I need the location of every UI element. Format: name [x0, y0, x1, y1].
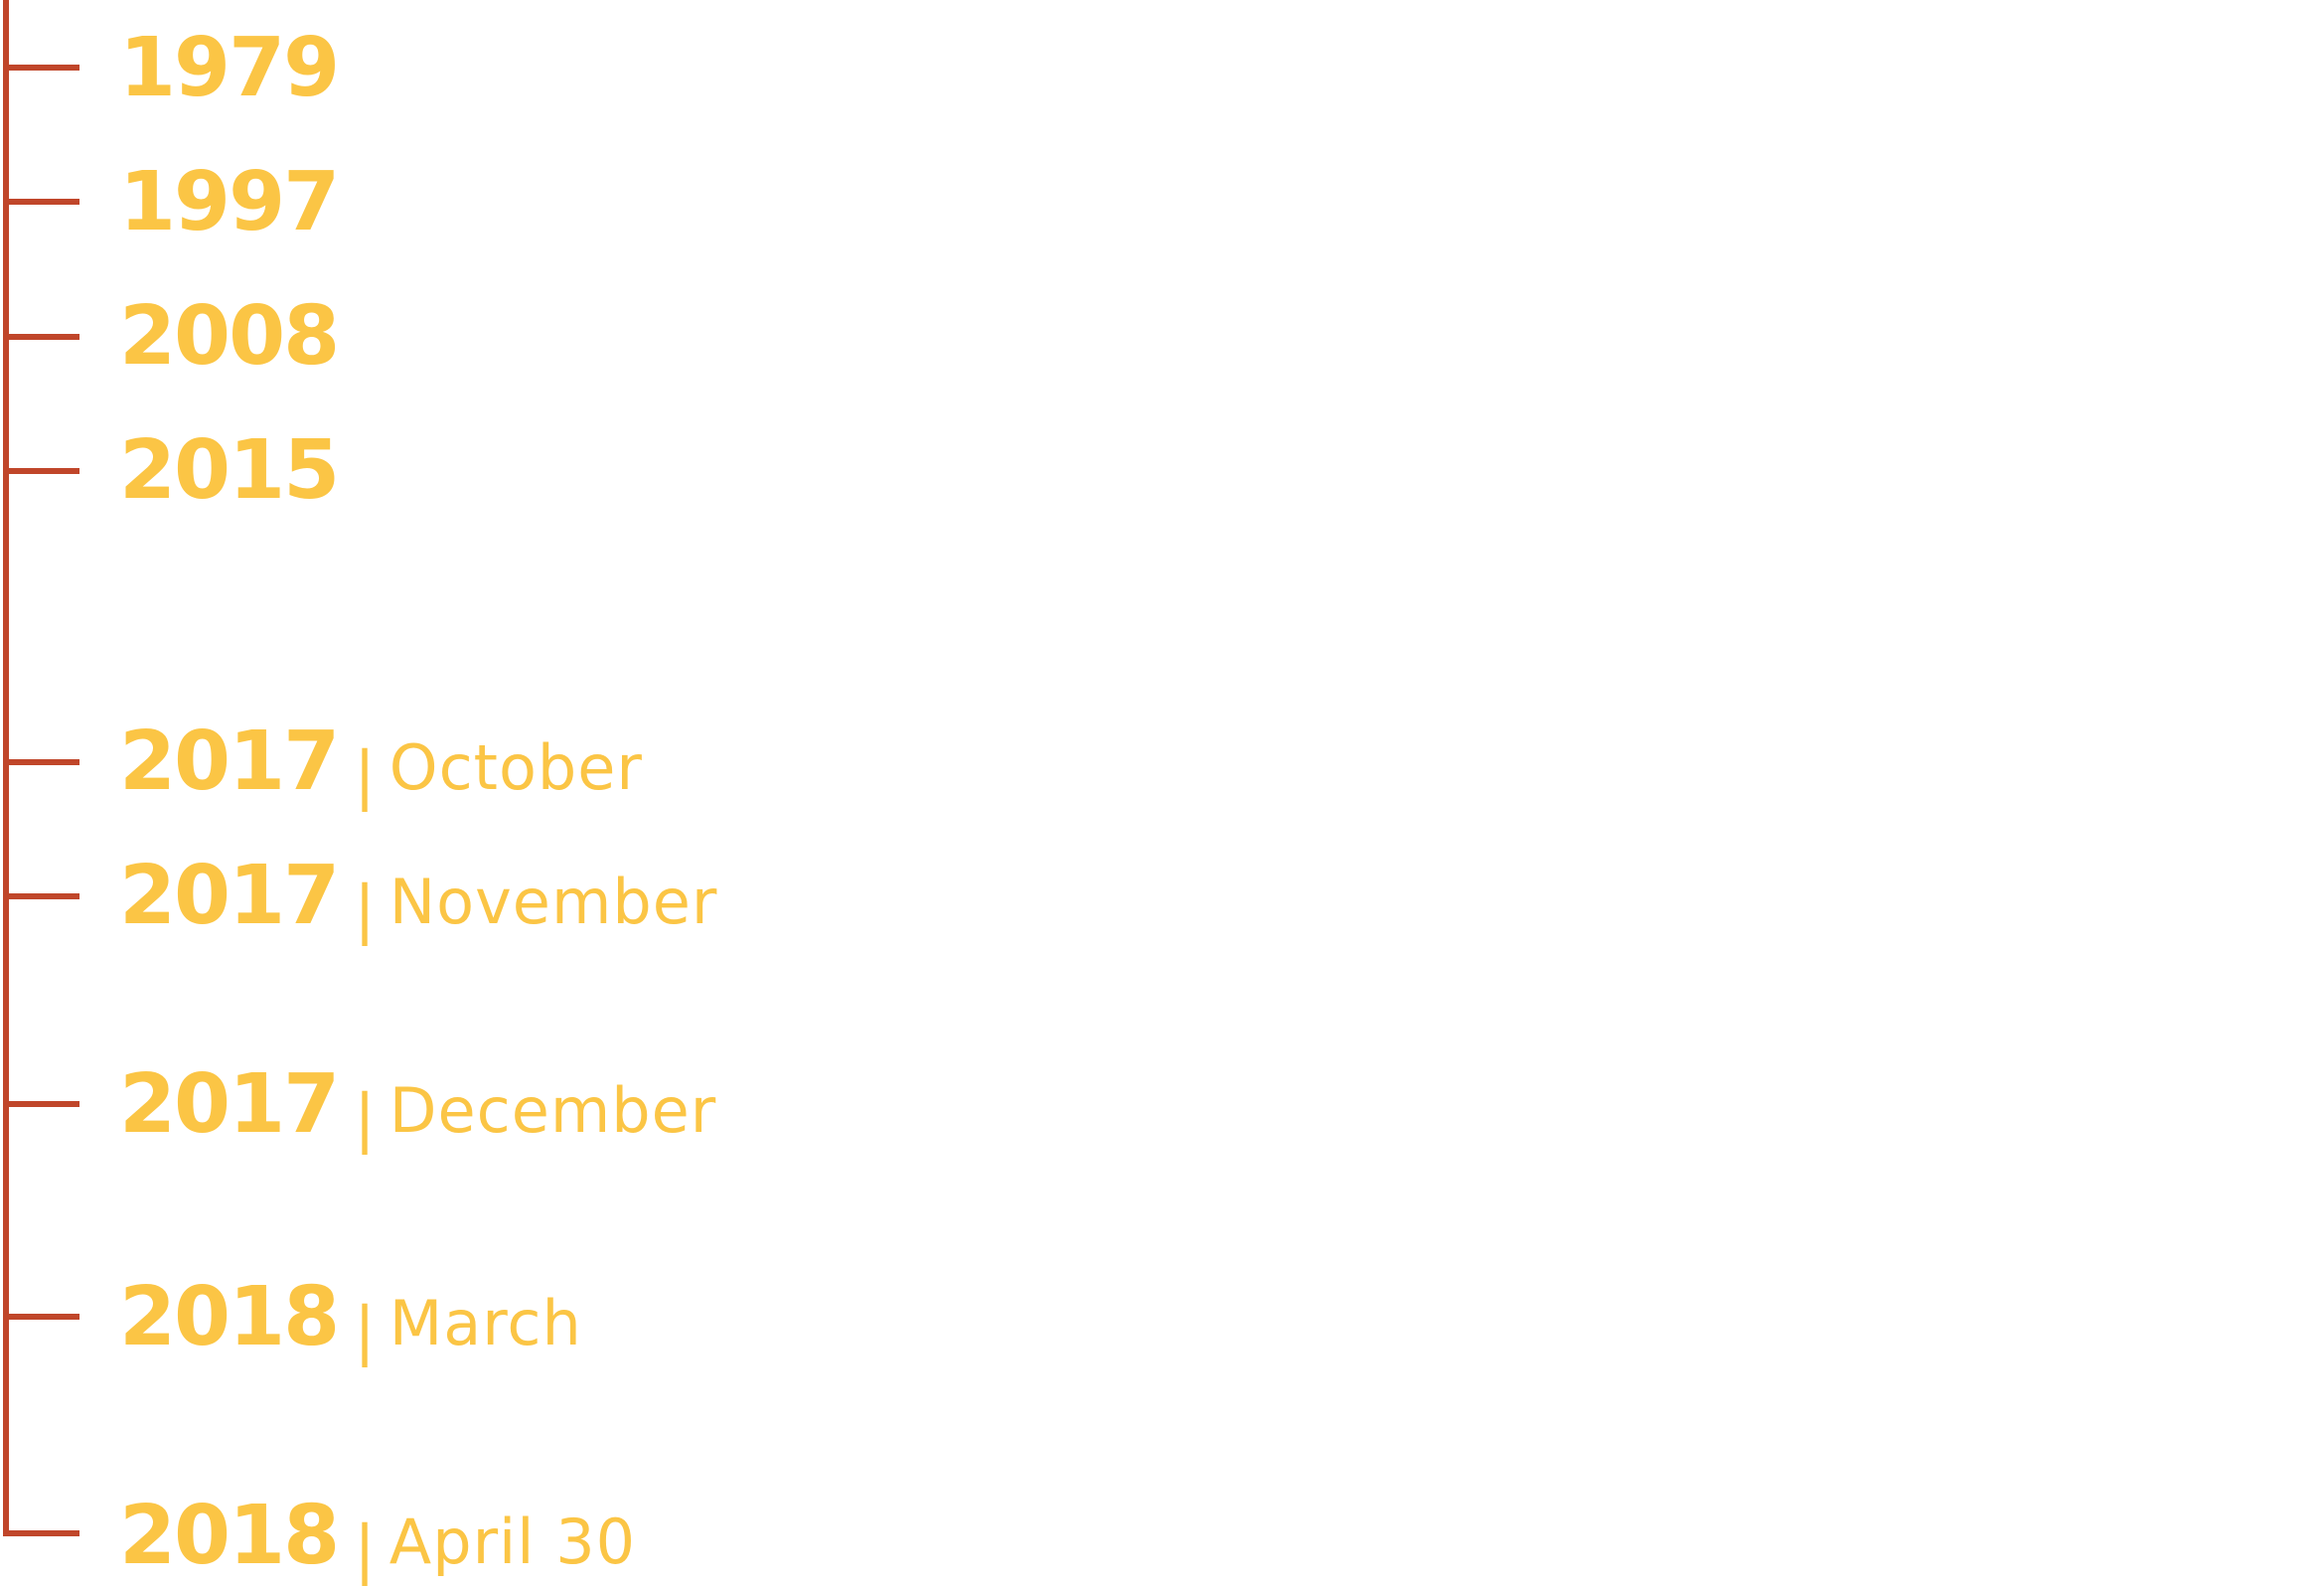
entry-separator: |: [354, 1513, 376, 1587]
timeline-tick: [3, 1314, 79, 1320]
entry-year: 2015: [119, 423, 339, 518]
timeline-tick: [3, 1101, 79, 1107]
entry-year: 2017: [119, 1057, 339, 1152]
timeline-axis-end: [3, 1530, 79, 1536]
entry-separator: |: [354, 1295, 376, 1368]
timeline-entry: [119, 1057, 717, 1156]
timeline-entry: [119, 289, 339, 384]
entry-year: 2017: [119, 714, 339, 809]
timeline-tick: [3, 759, 79, 765]
timeline-tick: [3, 199, 79, 205]
timeline-entry: [119, 1270, 582, 1368]
entry-detail: March: [388, 1287, 582, 1359]
entry-year: 1997: [119, 155, 339, 249]
entry-separator: |: [354, 873, 376, 947]
timeline-entry: [119, 1489, 637, 1587]
timeline-tick: [3, 334, 79, 340]
timeline-tick: [3, 893, 79, 899]
timeline-tick: [3, 468, 79, 474]
entry-year: 2018: [119, 1270, 339, 1364]
entry-separator: |: [354, 739, 376, 813]
entry-separator: |: [354, 1082, 376, 1156]
entry-detail: October: [388, 731, 643, 804]
timeline-entry: [119, 714, 643, 813]
entry-year: 2008: [119, 289, 339, 384]
entry-year: 2018: [119, 1489, 339, 1583]
entry-detail: November: [388, 866, 718, 938]
timeline-entry: [119, 849, 718, 947]
entry-detail: April 30: [388, 1506, 637, 1578]
entry-year: 2017: [119, 849, 339, 943]
timeline-axis: [3, 0, 9, 1536]
timeline-entry: [119, 155, 339, 249]
entry-detail: December: [388, 1074, 717, 1147]
timeline-entry: [119, 21, 339, 115]
timeline-entry: [119, 423, 339, 518]
entry-year: 1979: [119, 21, 339, 115]
timeline-tick: [3, 65, 79, 71]
